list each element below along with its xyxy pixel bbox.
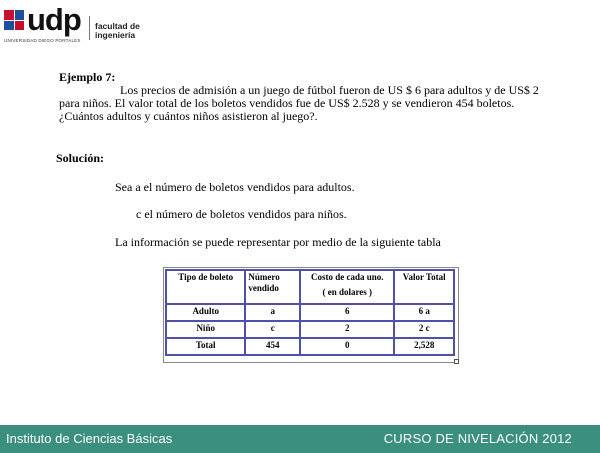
example-line-2: para niños. El valor total de los boletos vendidos fue de US$ 2.528 y se vendieron 454 boletos. (59, 96, 515, 110)
table-cell: a (245, 304, 300, 321)
header-cell: Número vendido (245, 270, 300, 304)
header-cell (300, 270, 394, 304)
university-logo (4, 2, 144, 48)
logo-divider (89, 16, 90, 40)
logo-university-name: UNIVERSIDAD DIEGO PORTALES (4, 38, 81, 43)
table-cell: Adulto (166, 304, 245, 321)
table-row (166, 338, 454, 355)
table-row (166, 304, 454, 321)
table-cell: 454 (245, 338, 300, 355)
solution-line-2: c el número de boletos vendidos para niños. (136, 207, 347, 221)
example-line-1: Los precios de admisión a un juego de fútbol fueron de US $ 6 para adultos y de US$ 2 (120, 83, 539, 97)
table-cell: 2 (300, 321, 394, 338)
logo-faculty-line1: facultad de (95, 21, 140, 31)
table-cell: 2 c (394, 321, 454, 338)
logo-wordmark: udp (27, 2, 81, 37)
example-line-3: ¿Cuántos adultos y cuántos niños asistieron al juego?. (59, 109, 318, 123)
table-cell: c (245, 321, 300, 338)
logo-emblem-icon (4, 10, 24, 30)
footer-institute: Instituto de Ciencias Básicas (6, 431, 173, 446)
table-header-row (166, 270, 454, 304)
table-row (166, 321, 454, 338)
table-cell: 2,528 (394, 338, 454, 355)
logo-faculty-line2: ingeniería (95, 30, 136, 40)
table-cell: Niño (166, 321, 245, 338)
header-cell: Tipo de boleto (166, 270, 245, 304)
table-cell: 6 a (394, 304, 454, 321)
resize-handle[interactable] (454, 359, 459, 364)
solution-title: Solución: (56, 151, 105, 165)
footer-bar (0, 425, 600, 453)
header-cost-line1: Costo de cada uno. (311, 272, 384, 282)
table-cell: 6 (300, 304, 394, 321)
example-title: Ejemplo 7: (59, 70, 116, 84)
solution-line-1: Sea a el número de boletos vendidos para adultos. (115, 180, 355, 194)
footer-course: CURSO DE NIVELACIÓN 2012 (383, 431, 572, 446)
solution-line-3: La información se puede representar por medio de la siguiente tabla (115, 235, 441, 249)
table-cell: Total (166, 338, 245, 355)
logo-faculty (95, 22, 140, 40)
header-cell: Valor Total (394, 270, 454, 304)
table-cell: 0 (300, 338, 394, 355)
info-table (165, 269, 455, 356)
header-cost-line2: ( en dolares ) (322, 287, 373, 297)
